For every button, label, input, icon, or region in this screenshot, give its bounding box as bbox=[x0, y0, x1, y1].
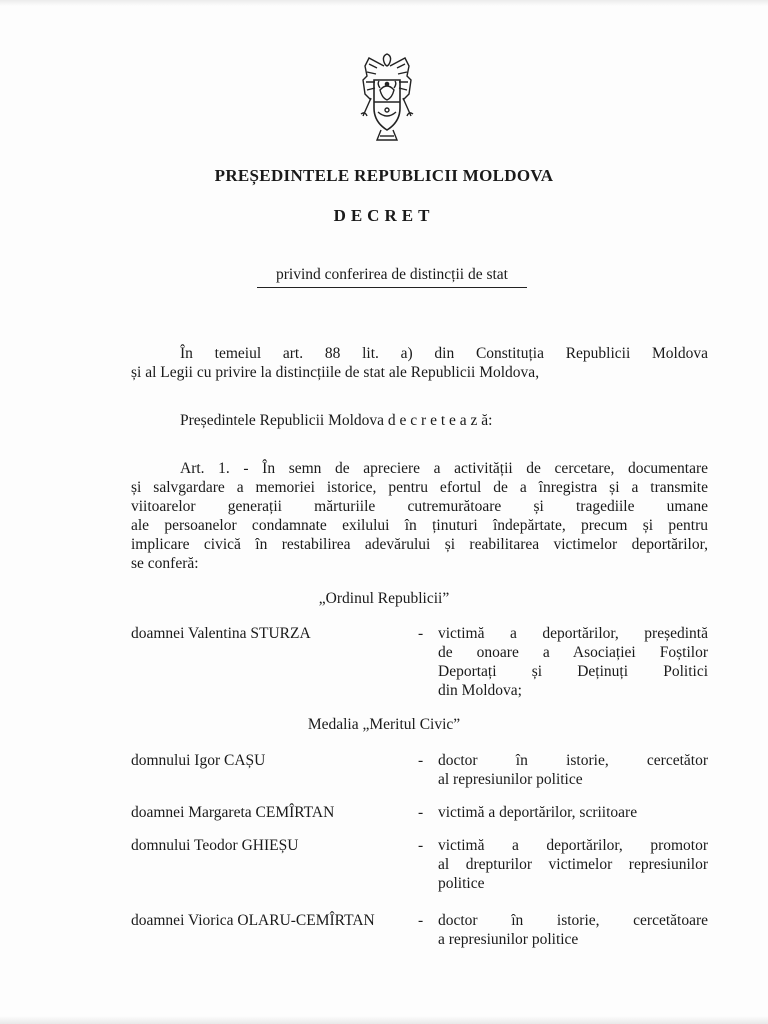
recipient-description: - victimă a deportărilor, promotor al drepturilor victimelor represiunilor politice bbox=[418, 837, 708, 892]
recipient-name: doamnei Viorica OLARU-CEMÎRTAN bbox=[131, 912, 375, 929]
scan-edge-top bbox=[0, 0, 768, 6]
document-type: DECRET bbox=[333, 206, 435, 225]
award-heading: Medalia „Meritul Civic” bbox=[307, 716, 461, 733]
subject-underline bbox=[257, 287, 527, 288]
moldova-coat-of-arms-icon bbox=[347, 50, 427, 146]
preamble-line: și al Legii cu privire la distincțiile de stat ale Republicii Moldova, bbox=[131, 364, 540, 381]
recipient-description: - doctor în istorie, cercetătoare a represiunilor politice bbox=[418, 912, 708, 948]
preamble-line: În temeiul art. 88 lit. a) din Constituția Republicii Moldova bbox=[180, 345, 708, 362]
description-line: victimă a deportărilor, președintă bbox=[438, 625, 708, 642]
description-line: Deportați și Deținuți Politici bbox=[438, 663, 708, 680]
description-line: doctor în istorie, cercetător bbox=[438, 752, 708, 769]
description-line: doctor în istorie, cercetătoare bbox=[438, 912, 708, 929]
issuing-authority: PREȘEDINTELE REPUBLICII MOLDOVA bbox=[214, 166, 554, 185]
description-line: al represiunilor politice bbox=[438, 771, 583, 788]
recipient-name: doamnei Valentina STURZA bbox=[131, 625, 311, 642]
description-line: politice bbox=[438, 875, 485, 892]
recipient-name: domnului Igor CAȘU bbox=[131, 752, 266, 769]
description-line: victimă a deportărilor, scriitoare bbox=[438, 804, 638, 821]
recipient-description: - victimă a deportărilor, președintă de onoare a Asociației Foștilor Deportați și Deținuți Politici din Moldova; bbox=[418, 625, 708, 699]
decrees-clause bbox=[131, 411, 708, 430]
article-line: ale persoanelor condamnate exilului în ținuturi îndepărtate, precum și pentru bbox=[131, 517, 708, 534]
description-line: de onoare a Asociației Foștilor bbox=[438, 644, 708, 661]
article-1 bbox=[131, 459, 708, 573]
description-line: a represiunilor politice bbox=[438, 931, 579, 948]
decrees-word: d e c r e t e a z ă: bbox=[387, 412, 493, 429]
article-line: se conferă: bbox=[131, 555, 199, 572]
article-line: Art. 1. - În semn de apreciere a activității de cercetare, documentare bbox=[180, 460, 708, 477]
recipient-name: domnului Teodor GHIEȘU bbox=[131, 837, 299, 854]
recipient-description: - victimă a deportărilor, scriitoare bbox=[418, 803, 708, 822]
recipient-description: - doctor în istorie, cercetător al represiunilor politice bbox=[418, 752, 708, 788]
scan-edge-bottom bbox=[0, 1016, 768, 1024]
article-line: și salvgardare a memoriei istorice, pentru efortul de a înregistra și a transmite bbox=[131, 479, 708, 496]
award-heading: „Ordinul Republicii” bbox=[318, 590, 450, 607]
preamble bbox=[131, 344, 708, 382]
description-line: al drepturilor victimelor represiunilor bbox=[438, 856, 708, 873]
decrees-prefix: Președintele Republicii Moldova bbox=[180, 412, 385, 429]
description-line: victimă a deportărilor, promotor bbox=[438, 837, 708, 854]
recipient-name: doamnei Margareta CEMÎRTAN bbox=[131, 804, 335, 821]
article-line: implicare civică în restabilirea adevărului și reabilitarea victimelor deportărilor, bbox=[131, 536, 708, 553]
description-line: din Moldova; bbox=[438, 682, 522, 699]
decree-subject: privind conferirea de distincții de stat bbox=[276, 266, 508, 283]
article-line: viitoarelor generații mărturiile cutremurătoare și tragediile umane bbox=[131, 498, 708, 515]
